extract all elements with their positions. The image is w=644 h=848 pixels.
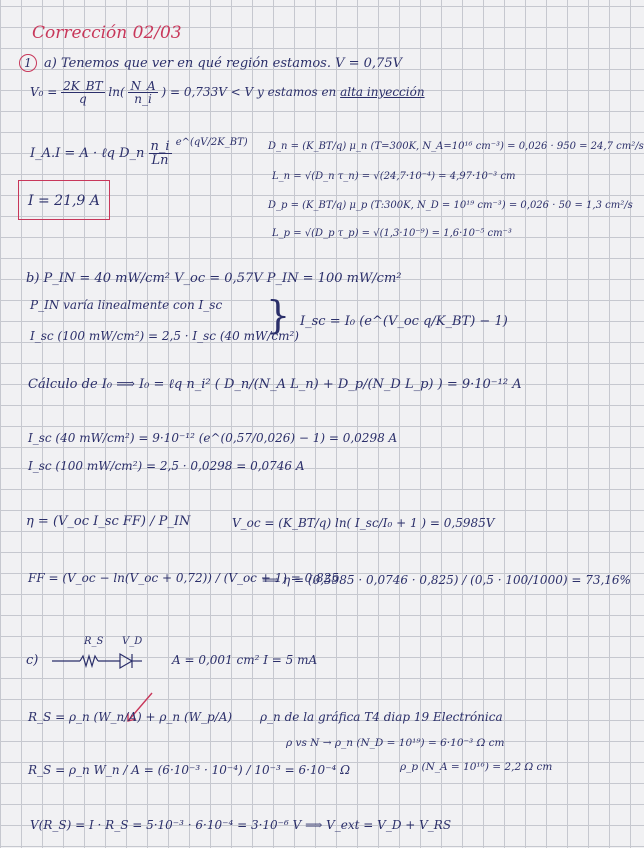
dp-equation: D_p = (K_BT/q) μ_p (T:300K, N_D = 10¹⁹ cm⁻³) = 0,026 · 50 = 1,3 cm²/s [268,200,633,211]
current-lhs: I_A.I = A · ℓq D_n [30,146,149,161]
v-rs: V(R_S) = I · R_S = 5·10⁻³ · 6·10⁻⁴ = 3·10⁻⁶ V ⟹ V_ext = V_D + V_RS [30,818,452,832]
current-frac-den: Ln [151,153,169,168]
given-values: A = 0,001 cm² I = 5 mA [172,653,318,667]
diode-icon [120,654,132,668]
rho-vs-n: ρ vs N → ρ_n (N_D = 10¹⁹) = 6·10⁻³ Ω cm [286,737,505,749]
voc-equation: V_oc = (K_BT/q) ln( I_sc/I₀ + 1 ) = 0,5985V [232,516,495,530]
current-frac-num: n_i [150,139,170,154]
v0-frac2-num: N_A [130,79,156,93]
rho-p: ρ_p (N_A = 10¹⁶) = 2,2 Ω cm [400,761,553,773]
v0-frac-num: 2K_BT [63,79,103,93]
graph-note: ρ_n de la gráfica T4 diap 19 Electrónica [260,710,503,724]
v0-result: ) = 0,733V < V y estamos en [161,85,341,99]
page-title: Corrección 02/03 [32,23,182,43]
isc-100: I_sc (100 mW/cm²) = 2,5 · 0,0298 = 0,0746 A [28,459,305,473]
dn-equation: D_n = (K_BT/q) μ_n (T=300K, N_A=10¹⁶ cm⁻³) = 0,026 · 950 = 24,7 cm²/s [268,141,644,152]
vd-label: V_D [122,636,143,647]
lp-equation: L_p = √(D_p τ_p) = √(1,3·10⁻⁹) = 1,6·10⁻⁵ cm⁻³ [272,228,512,239]
eta-definition: η = (V_oc I_sc FF) / P_IN [26,514,191,529]
part-b-line2: P_IN varía linealmente con I_sc [30,298,223,312]
part-a-line1: a) Tenemos que ver en qué región estamos. V = 0,75V [44,56,402,71]
rs-calc: R_S = ρ_n W_n / A = (6·10⁻³ · 10⁻⁴) / 10⁻³ = 6·10⁻⁴ Ω [28,763,351,777]
part-b-line3: I_sc (100 mW/cm²) = 2,5 · I_sc (40 mW/cm²) [30,329,299,343]
part-b-line1: b) P_IN = 40 mW/cm² V_oc = 0,57V P_IN = 100 mW/cm² [26,271,402,286]
problem-number: 1 [24,56,32,70]
alta-inyeccion: alta inyección [340,85,425,99]
ln-equation: L_n = √(D_n τ_n) = √(24,7·10⁻⁴) = 4,97·10⁻³ cm [272,171,516,182]
rs-label: R_S [84,636,104,647]
current-exp: e^(qV/2K_BT) [175,137,248,148]
brace-right: } [266,293,291,337]
v0-frac-den: q [79,92,87,106]
calc-io: Cálculo de I₀ ⟹ I₀ = ℓq n_i² ( D_n/(N_A L_n) + D_p/(N_D L_p) ) = 9·10⁻¹² A [28,377,522,392]
isc-formula: I_sc = I₀ (e^(V_oc q/K_BT) − 1) [300,314,508,329]
part-c-label: c) [26,653,39,668]
rs-equation: R_S = ρ_n (W_n/A) + ρ_n (W_p/A) [28,710,233,724]
result-value: I = 21,9 A [28,193,100,209]
v0-ln: ln( [108,85,129,99]
resistor-icon [80,656,98,666]
eta-calc: ⟹ η = (0,5985 · 0,0746 · 0,825) / (0,5 · 100/1000) = 73,16% [262,573,631,587]
isc-40: I_sc (40 mW/cm²) = 9·10⁻¹² (e^(0,57/0,026) − 1) = 0,0298 A [28,431,398,445]
v0-label: V₀ = [30,85,62,99]
v0-frac2-den: n_i [134,92,152,106]
ff-equation: FF = (V_oc − ln(V_oc + 0,72)) / (V_oc + 1) = 0,825 [28,571,339,585]
